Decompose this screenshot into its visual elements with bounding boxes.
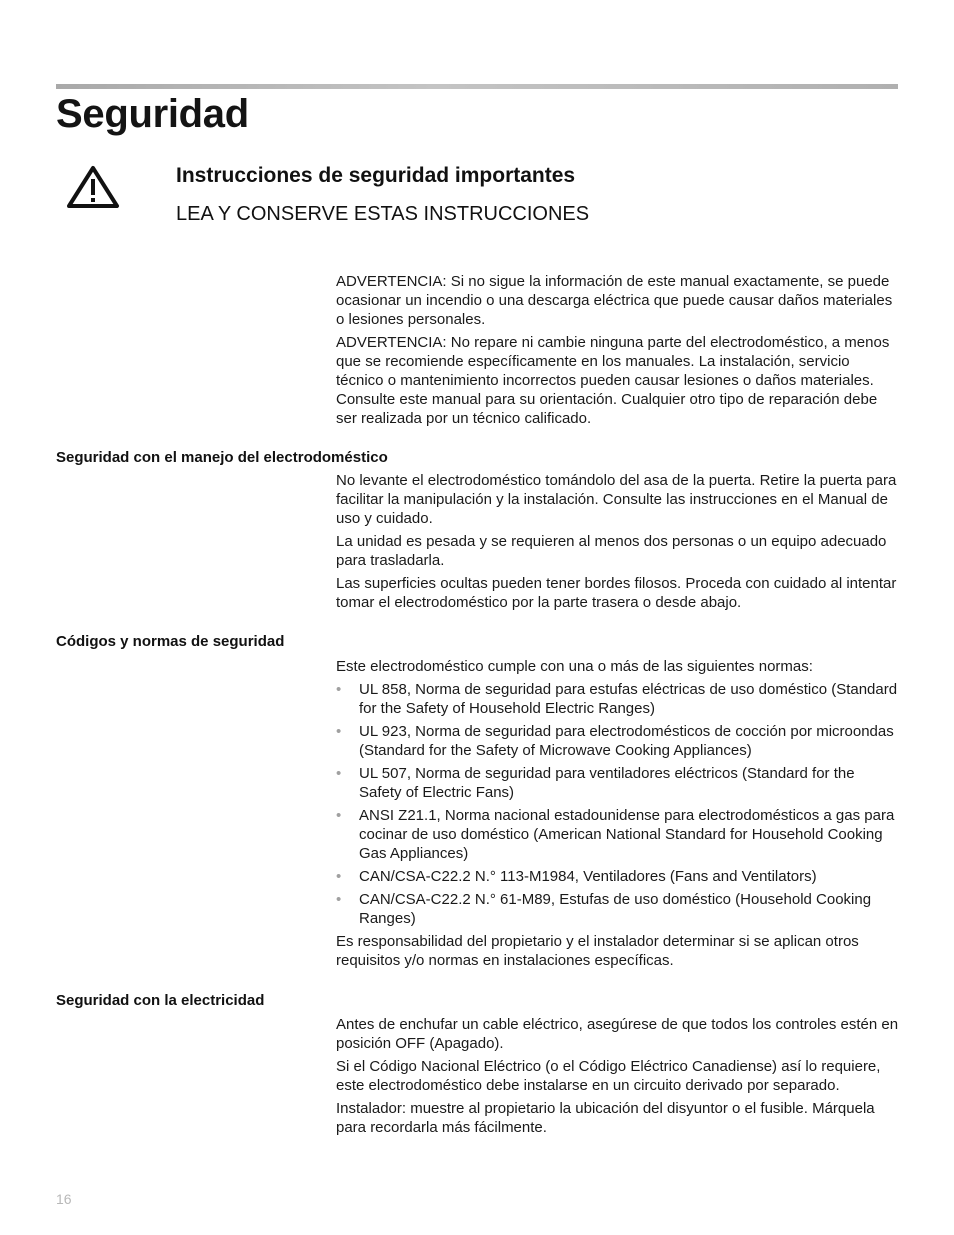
codes-standards-body	[336, 657, 901, 974]
paragraph: No levante el electrodoméstico tomándolo del asa de la puerta. Retire la puerta para facilitar la manipulación y la instalación. Consulte las instrucciones en el Manual de uso y cuidado.	[336, 472, 897, 527]
electrical-safety-body	[336, 1015, 901, 1141]
read-and-save-heading: LEA Y CONSERVE ESTAS INSTRUCCIONES	[176, 203, 590, 225]
bullet-icon: •	[336, 723, 342, 740]
codes-standards-heading: Códigos y normas de seguridad	[56, 633, 285, 650]
bullet-icon: •	[336, 868, 342, 885]
bullet-icon: •	[336, 765, 342, 782]
warning-triangle-icon	[66, 164, 120, 210]
list-item	[336, 680, 901, 718]
header-rule	[56, 84, 898, 89]
page-title: Seguridad	[56, 92, 249, 136]
list-item-text: UL 858, Norma de seguridad para estufas eléctricas de uso doméstico (Standard for the Safety of Household Electric Ranges)	[359, 681, 898, 717]
list-item	[336, 890, 901, 928]
list-item	[336, 867, 901, 886]
warning-paragraph: ADVERTENCIA: No repare ni cambie ninguna parte del electrodoméstico, a menos que se recomiende específicamente en los manuales. La instalación, servicio técnico o mantenimiento incorrectos pueden causar lesiones o daños materiales. Consulte este manual para su orientación. Cualquier otro tipo de reparación debe ser realizada por un técnico calificado.	[336, 334, 890, 427]
list-item-text: ANSI Z21.1, Norma nacional estadounidense para electrodomésticos a gas para cocinar de uso doméstico (American National Standard for Household Cooking Gas Appliances)	[359, 807, 895, 862]
handling-safety-heading: Seguridad con el manejo del electrodoméstico	[56, 449, 388, 466]
bullet-icon: •	[336, 807, 342, 824]
bullet-icon: •	[336, 891, 342, 908]
bullet-icon: •	[336, 681, 342, 698]
paragraph: Si el Código Nacional Eléctrico (o el Código Eléctrico Canadiense) así lo requiere, este electrodoméstico debe instalarse en un circuito derivado por separado.	[336, 1058, 881, 1094]
list-item	[336, 764, 901, 802]
electrical-safety-heading: Seguridad con la electricidad	[56, 992, 265, 1009]
list-item	[336, 722, 901, 760]
intro-warnings	[336, 272, 901, 432]
page-number: 16	[56, 1191, 72, 1207]
paragraph: Instalador: muestre al propietario la ubicación del disyuntor o el fusible. Márquela para recordarla más fácilmente.	[336, 1100, 875, 1136]
paragraph: Antes de enchufar un cable eléctrico, asegúrese de que todos los controles estén en posición OFF (Apagado).	[336, 1016, 899, 1052]
standards-list	[336, 680, 901, 928]
list-item-text: UL 507, Norma de seguridad para ventiladores eléctricos (Standard for the Safety of Electric Fans)	[359, 765, 855, 801]
paragraph: Las superficies ocultas pueden tener bordes filosos. Proceda con cuidado al intentar tomar el electrodoméstico por la parte trasera o desde abajo.	[336, 575, 897, 611]
safety-instructions-heading: Instrucciones de seguridad importantes	[176, 164, 576, 187]
list-item-text: CAN/CSA-C22.2 N.° 61-M89, Estufas de uso doméstico (Household Cooking Ranges)	[359, 891, 872, 927]
list-item-text: CAN/CSA-C22.2 N.° 113-M1984, Ventiladores (Fans and Ventilators)	[359, 868, 817, 885]
list-item-text: UL 923, Norma de seguridad para electrodomésticos de cocción por microondas (Standard for the Safety of Microwave Cooking Appliances)	[359, 723, 894, 759]
warning-paragraph: ADVERTENCIA: Si no sigue la información de este manual exactamente, se puede ocasionar un incendio o una descarga eléctrica que puede causar daños materiales o lesiones personales.	[336, 273, 893, 328]
list-item	[336, 806, 901, 863]
paragraph: La unidad es pesada y se requieren al menos dos personas o un equipo adecuado para trasladarla.	[336, 533, 887, 569]
paragraph: Es responsabilidad del propietario y el instalador determinar si se aplican otros requisitos y/o normas en instalaciones específicas.	[336, 933, 859, 969]
paragraph: Este electrodoméstico cumple con una o más de las siguientes normas:	[336, 658, 813, 675]
handling-safety-body	[336, 471, 901, 616]
